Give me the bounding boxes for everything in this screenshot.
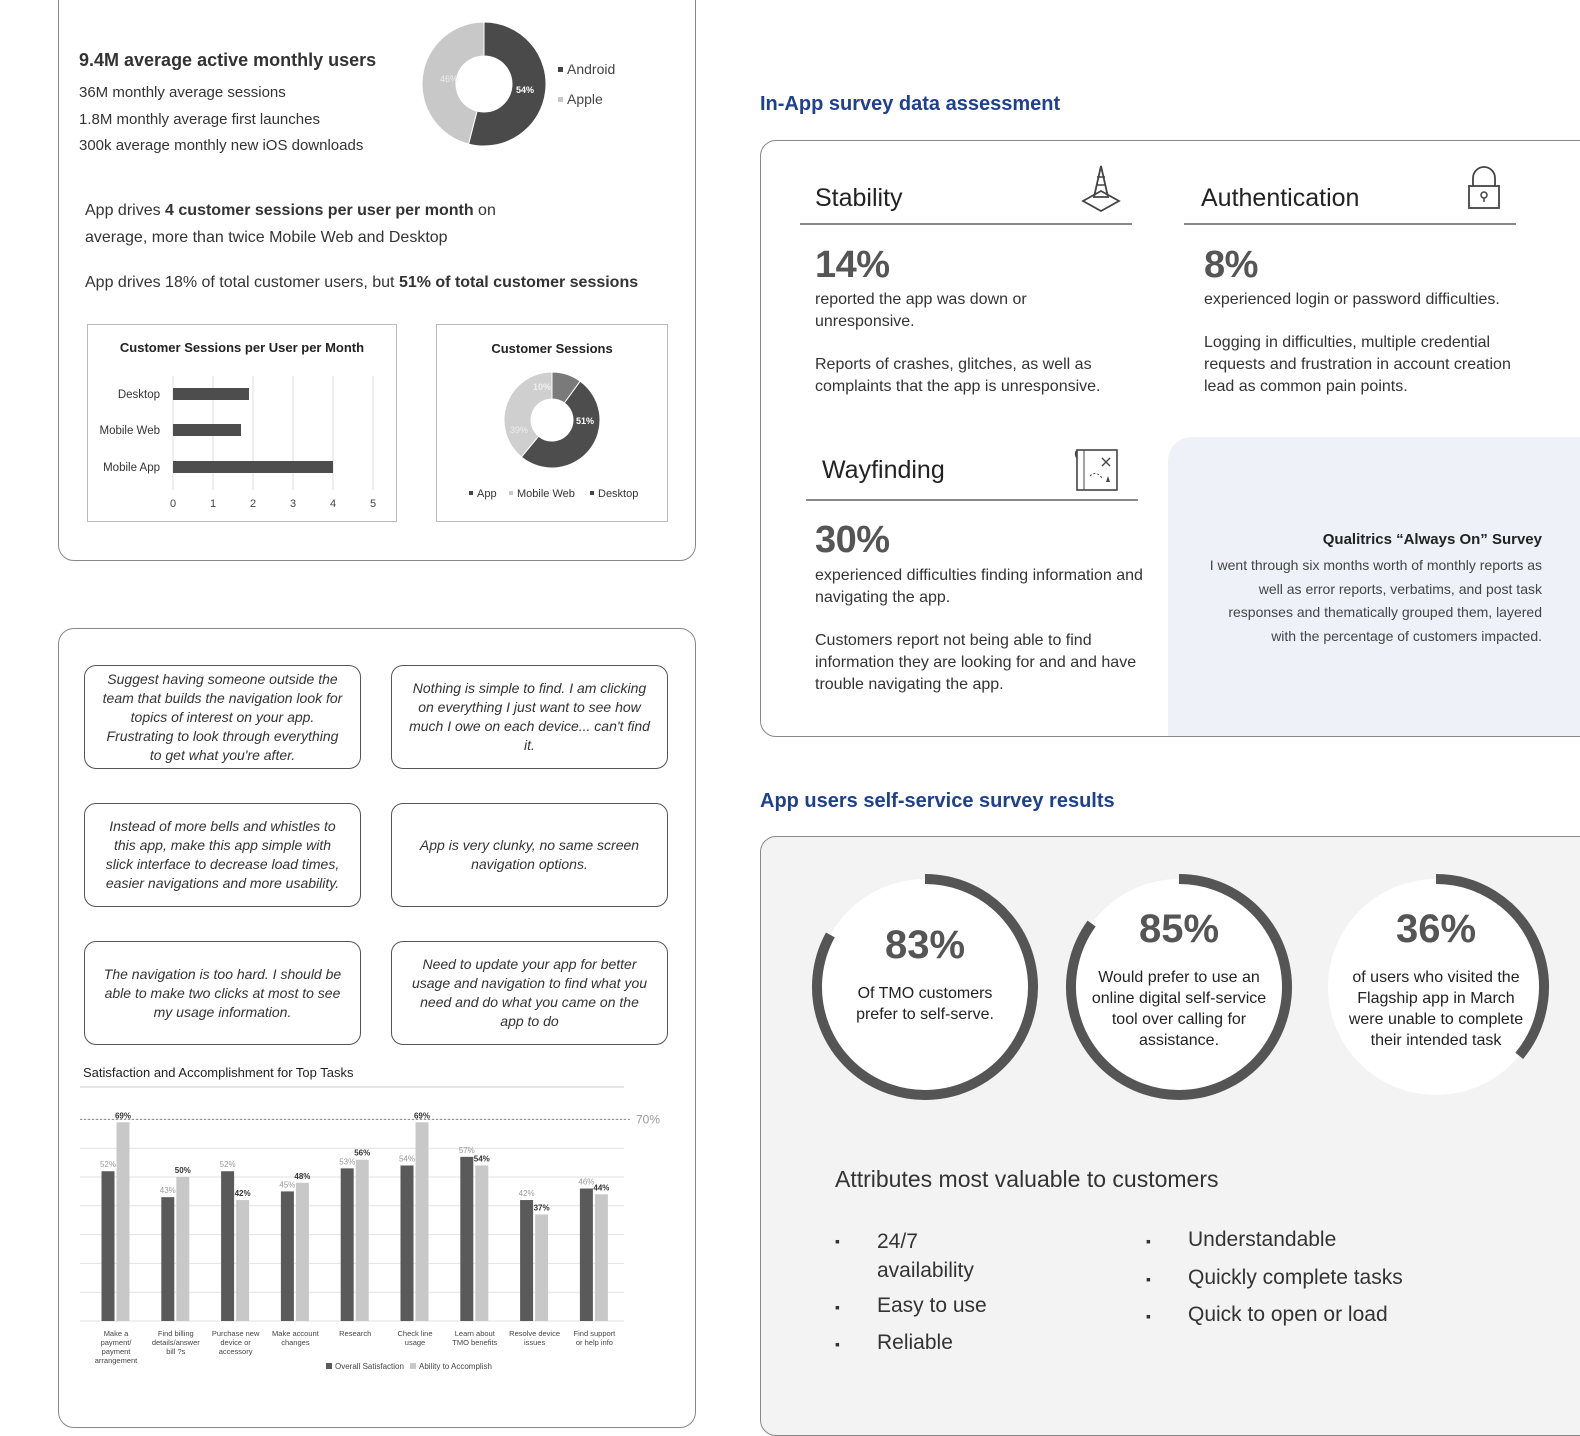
legend-desktop: Desktop bbox=[598, 488, 639, 500]
legend-app: App bbox=[477, 488, 497, 500]
padlock-icon bbox=[1466, 166, 1502, 212]
authentication-title: Authentication bbox=[1201, 184, 1360, 212]
top-tasks-chart bbox=[78, 1060, 678, 1380]
task-bar-accomplish bbox=[416, 1122, 429, 1321]
task-category-label: Make a payment/ payment arrangement bbox=[94, 1329, 138, 1365]
task-value-label: 57% bbox=[458, 1145, 475, 1155]
task-value-label: 46% bbox=[578, 1177, 595, 1187]
task-value-label: 44% bbox=[593, 1183, 610, 1193]
attributes-title: Attributes most valuable to customers bbox=[835, 1166, 1219, 1192]
task-value-label: 54% bbox=[473, 1154, 490, 1164]
task-category-label: Research bbox=[339, 1329, 372, 1338]
bullet-icon: ▪ bbox=[835, 1299, 840, 1315]
customer-sessions-chart bbox=[436, 324, 668, 522]
task-value-label: 69% bbox=[413, 1111, 431, 1121]
task-bar-accomplish bbox=[117, 1122, 130, 1321]
ring-unable-task-text: of users who visited the Flagship app in March were unable to complete their intended task bbox=[1348, 969, 1524, 1049]
authentication-percentage: 8% bbox=[1204, 244, 1258, 286]
task-category-label: Make account changes bbox=[272, 1329, 319, 1347]
feedback-quote-5: The navigation is too hard. I should be able to make two clicks at most to see my usage information. bbox=[84, 941, 361, 1045]
task-bar-satisfaction bbox=[520, 1200, 533, 1321]
task-bar-satisfaction bbox=[341, 1168, 354, 1321]
task-bar-accomplish bbox=[595, 1194, 608, 1321]
authentication-finding: experienced login or password difficulties. bbox=[1204, 291, 1500, 308]
android-pct-label: 54% bbox=[516, 85, 535, 95]
usage-stats bbox=[79, 80, 363, 160]
task-bar-satisfaction bbox=[221, 1171, 234, 1321]
bar-mobile-web bbox=[173, 424, 241, 436]
task-value-label: 37% bbox=[533, 1203, 550, 1213]
attribute-quick-open: Quick to open or load bbox=[1188, 1303, 1388, 1326]
ring-self-serve bbox=[809, 871, 1041, 1103]
sessions-per-user-chart bbox=[87, 324, 397, 522]
mobile-web-share-label: 39% bbox=[510, 425, 529, 435]
bullet-icon: ▪ bbox=[835, 1233, 840, 1249]
app-share-label: 51% bbox=[576, 416, 595, 426]
task-bar-satisfaction bbox=[281, 1191, 294, 1321]
task-bar-accomplish bbox=[236, 1200, 249, 1321]
stat-sessions: 36M monthly average sessions bbox=[79, 84, 286, 101]
bullet-icon: ▪ bbox=[1146, 1233, 1151, 1249]
feedback-quote-2: Nothing is simple to find. I am clicking on everything I just want to see how much I owe on each device... can't find it. bbox=[391, 665, 668, 769]
task-value-label: 50% bbox=[174, 1166, 191, 1175]
task-category-label: Resolve device issues bbox=[509, 1329, 561, 1347]
task-value-label: 45% bbox=[279, 1180, 296, 1190]
customer-sessions-title: Customer Sessions bbox=[491, 341, 613, 356]
task-bar-satisfaction bbox=[401, 1165, 414, 1321]
wayfinding-finding: experienced difficulties finding information and navigating the app. bbox=[815, 567, 1143, 606]
sessions-per-user-paragraph: App drives 4 customer sessions per user per month on average, more than twice Mobile Web and Desktop bbox=[85, 202, 496, 246]
platform-donut-chart bbox=[418, 18, 550, 150]
authentication-rule bbox=[1184, 223, 1516, 225]
attribute-quickly-complete: Quickly complete tasks bbox=[1188, 1266, 1403, 1289]
task-bar-satisfaction bbox=[460, 1157, 473, 1321]
task-value-label: 52% bbox=[99, 1160, 117, 1170]
apple-pct-label: 46% bbox=[440, 74, 459, 84]
task-category-label: Purchase new device or accessory bbox=[211, 1329, 260, 1356]
task-bar-satisfaction bbox=[102, 1171, 115, 1321]
legend-overall-satisfaction: Overall Satisfaction bbox=[335, 1362, 404, 1371]
task-bar-accomplish bbox=[475, 1165, 488, 1321]
x-tick-label: 1 bbox=[209, 498, 217, 510]
wayfinding-title: Wayfinding bbox=[822, 456, 945, 484]
ring-unable-task-percentage: 36% bbox=[1395, 907, 1477, 951]
bullet-icon: ▪ bbox=[1146, 1308, 1151, 1324]
bar-desktop bbox=[173, 388, 249, 400]
feedback-quote-3: Instead of more bells and whistles to this app, make this app simple with slick interface to decrease load times, easier navigations and more usability. bbox=[84, 803, 361, 907]
task-value-label: 54% bbox=[398, 1154, 416, 1164]
authentication-detail: Logging in difficulties, multiple credential requests and frustration in account creation lead as common pain points. bbox=[1204, 334, 1511, 395]
task-value-label: 43% bbox=[159, 1186, 176, 1196]
task-value-label: 42% bbox=[234, 1189, 251, 1199]
stability-finding: reported the app was down or unresponsive. bbox=[815, 291, 1027, 330]
wayfinding-detail: Customers report not being able to find information they are looking for and and have trouble navigating the app. bbox=[815, 632, 1137, 693]
customer-sessions-legend bbox=[469, 488, 638, 500]
task-value-label: 42% bbox=[518, 1189, 535, 1199]
total-sessions-paragraph: App drives 18% of total customer users, but 51% of total customer sessions bbox=[85, 274, 639, 291]
top-tasks-title: Satisfaction and Accomplishment for Top Tasks bbox=[83, 1065, 354, 1080]
feedback-quote-6: Need to update your app for better usage and navigation to find what you need and do what you came on the app to do bbox=[391, 941, 668, 1045]
feedback-quote-1: Suggest having someone outside the team that builds the navigation look for topics of interest on your app. Frustrating to look through everything to get what you're after. bbox=[84, 665, 361, 769]
bar-mobile-app bbox=[173, 461, 333, 473]
task-value-label: 56% bbox=[354, 1148, 371, 1158]
task-bar-accomplish bbox=[296, 1183, 309, 1321]
task-bar-satisfaction bbox=[161, 1197, 174, 1321]
ring-digital-tool-percentage: 85% bbox=[1138, 907, 1220, 951]
legend-mobile-web: Mobile Web bbox=[517, 488, 575, 500]
ring-digital-tool-text: Would prefer to use an online digital self-service tool over calling for assistance. bbox=[1091, 969, 1267, 1049]
wayfinding-rule bbox=[806, 499, 1138, 501]
task-category-label: Find billing details/answer bill ?s bbox=[151, 1329, 200, 1356]
x-tick-label: 4 bbox=[329, 498, 337, 510]
task-category-label: Check line usage bbox=[397, 1329, 433, 1347]
category-label: Mobile App bbox=[103, 462, 160, 474]
bullet-icon: ▪ bbox=[1146, 1271, 1151, 1287]
task-value-label: 48% bbox=[294, 1171, 311, 1181]
selfservice-section-title: App users self-service survey results bbox=[760, 790, 1115, 812]
legend-android: Android bbox=[558, 61, 615, 77]
stability-percentage: 14% bbox=[815, 244, 890, 286]
legend-ability-to-accomplish: Ability to Accomplish bbox=[419, 1362, 492, 1371]
task-value-label: 53% bbox=[339, 1157, 356, 1167]
task-value-label: 69% bbox=[114, 1111, 132, 1121]
desktop-share-label: 10% bbox=[533, 382, 552, 392]
ring-unable-task bbox=[1320, 871, 1552, 1103]
feedback-quote-4: App is very clunky, no same screen navigation options. bbox=[391, 803, 668, 907]
wayfinding-percentage: 30% bbox=[815, 519, 890, 561]
platform-legend bbox=[558, 61, 615, 107]
target-line-label: 70% bbox=[636, 1112, 661, 1127]
ring-digital-tool bbox=[1063, 871, 1295, 1103]
stability-title: Stability bbox=[815, 184, 903, 212]
qualtrics-title: Qualitrics “Always On” Survey bbox=[1322, 531, 1542, 548]
bullet-icon: ▪ bbox=[835, 1336, 840, 1352]
x-tick-label: 5 bbox=[369, 498, 377, 510]
legend-apple: Apple bbox=[558, 91, 615, 107]
stat-ios-downloads: 300k average monthly new iOS downloads bbox=[79, 137, 364, 154]
attribute-understandable: Understandable bbox=[1188, 1228, 1337, 1251]
x-tick-label: 2 bbox=[249, 498, 257, 510]
ring-self-serve-text: Of TMO customers prefer to self-serve. bbox=[856, 985, 994, 1023]
task-category-label: Learn about TMO benefits bbox=[452, 1329, 498, 1347]
sessions-chart-title: Customer Sessions per User per Month bbox=[119, 340, 365, 355]
x-tick-label: 3 bbox=[289, 498, 297, 510]
task-value-label: 52% bbox=[219, 1160, 236, 1170]
task-category-label: Find support or help info bbox=[573, 1329, 616, 1347]
attribute-reliable: Reliable bbox=[877, 1331, 953, 1354]
qualtrics-description: I went through six months worth of monthly reports as well as error reports, verbatims, and post task responses and thematically grouped them, layered with the percentage of customers impacted. bbox=[1209, 557, 1542, 644]
task-bar-accomplish bbox=[176, 1177, 189, 1321]
attribute-availability: 24/7 availability bbox=[877, 1230, 974, 1282]
task-bar-satisfaction bbox=[580, 1189, 593, 1321]
category-label: Desktop bbox=[117, 389, 160, 401]
stability-rule bbox=[800, 223, 1132, 225]
task-bar-accomplish bbox=[356, 1160, 369, 1321]
top-tasks-legend bbox=[326, 1362, 492, 1371]
map-icon bbox=[1074, 446, 1122, 494]
headline-active-users: 9.4M average active monthly users bbox=[79, 50, 377, 70]
ring-self-serve-percentage: 83% bbox=[884, 923, 966, 967]
task-bar-accomplish bbox=[535, 1214, 548, 1321]
traffic-cone-icon bbox=[1078, 163, 1124, 215]
category-label: Mobile Web bbox=[99, 425, 160, 437]
attribute-easy-to-use: Easy to use bbox=[877, 1294, 987, 1317]
x-tick-label: 0 bbox=[169, 498, 177, 510]
stability-detail: Reports of crashes, glitches, as well as complaints that the app is unresponsive. bbox=[815, 356, 1101, 395]
inapp-section-title: In-App survey data assessment bbox=[760, 93, 1061, 115]
stat-first-launches: 1.8M monthly average first launches bbox=[79, 110, 320, 128]
